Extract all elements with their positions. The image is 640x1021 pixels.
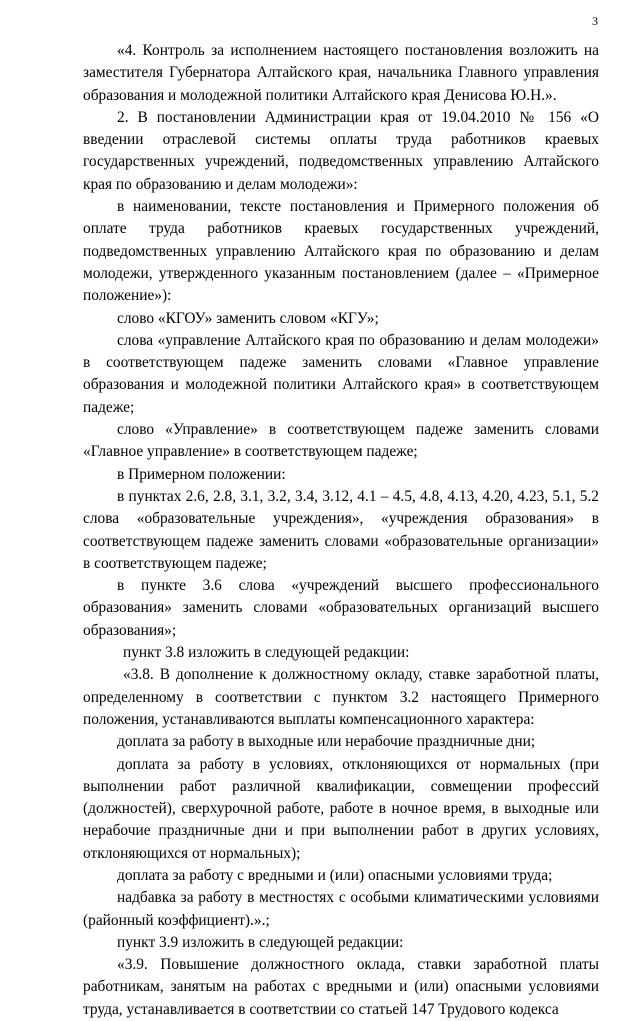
paragraph-point-3-6: в пункте 3.6 слова «учреждений высшего профессионального образования» заменить словами «образовательных организаций высшего образования»; [83,577,599,639]
page-number: 3 [592,14,598,28]
paragraph-point-3-9-intro: пункт 3.9 изложить в следующей редакции: [117,933,404,951]
paragraph-naming-change: в наименовании, тексте постановления и Примерного положения об оплате труда работников краевых государственных учреждений, подведомственных управлению Алтайского края по образованию и делам молодежи, утвержденного указанным постановлением (далее – «Примерное положение»): [83,198,599,305]
paragraph-points-list: в пунктах 2.6, 2.8, 3.1, 3.2, 3.4, 3.12, 4.1 – 4.5, 4.8, 4.13, 4.20, 4.23, 5.1, 5.2 слова «образовательные учреждения», «учреждения образования» в соответствующем падеже заменить словами «образовательные организации» в соответствующем падеже; [83,487,599,572]
paragraph-word-management: слово «Управление» в соответствующем падеже заменить словами «Главное управление» в соответствующем падеже; [83,421,599,461]
paragraph-item-2: 2. В постановлении Администрации края от 19.04.2010 № 156 «О введении отраслевой системы оплаты труда работников краевых государственных учреждений, подведомственных управлению Алтайского края по образованию и делам молодежи»: [83,108,599,193]
paragraph-in-regulation: в Примерном положении: [117,465,286,483]
paragraph-regional-coefficient: надбавка за работу в местностях с особыми климатическими условиями (районный коэффициент).».; [83,889,599,929]
document-body [83,40,599,1021]
paragraph-point-3-8-intro: пункт 3.8 изложить в следующей редакции: [123,644,410,662]
paragraph-control-clause: «4. Контроль за исполнением настоящего постановления возложить на заместителя Губернатора Алтайского края, начальника Главного управления образования и молодежной политики Алтайского края Денисова Ю.Н.». [83,42,599,104]
paragraph-kgou-replace: слово «КГОУ» заменить словом «КГУ»; [117,309,379,327]
paragraph-management-replace: слова «управление Алтайского края по образованию и делам молодежи» в соответствующем падеже заменить словами «Главное управление образования и молодежной политики Алтайского края» в соответствующем падеже; [83,331,599,416]
paragraph-abnormal-conditions: доплата за работу в условиях, отклоняющихся от нормальных (при выполнении работ различной квалификации, совмещении профессий (должностей), сверхурочной работе, работе в ночное время, в выходные или нерабочие праздничные дни и при выполнении работ в других условиях, отклоняющихся от нормальных); [83,755,599,862]
paragraph-hazardous-pay: доплата за работу с вредными и (или) опасными условиями труда; [117,866,553,884]
paragraph-weekend-pay: доплата за работу в выходные или нерабочие праздничные дни; [117,733,536,751]
paragraph-point-3-9-text: «3.9. Повышение должностного оклада, ставки заработной платы работникам, занятым на работах с вредными и (или) опасными условиями труда, устанавливается в соответствии со статьей 147 Трудового кодекса [83,956,599,1018]
paragraph-point-3-8-text: «3.8. В дополнение к должностному окладу, ставке заработной платы, определенному в соответствии с пунктом 3.2 настоящего Примерного положения, устанавливаются выплаты компенсационного характера: [83,666,599,728]
